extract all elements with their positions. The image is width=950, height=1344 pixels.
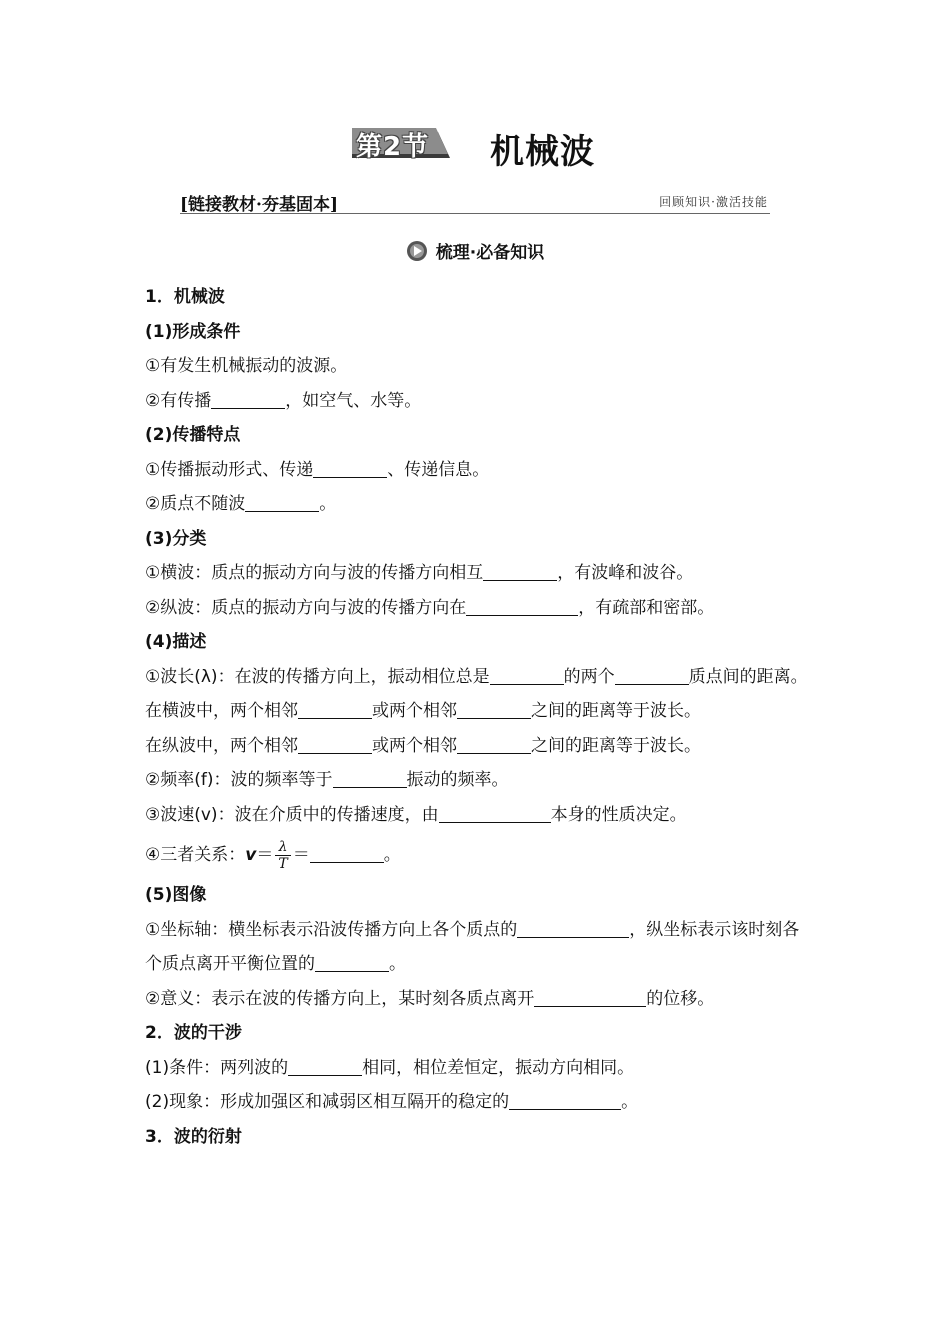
fill-blank	[457, 736, 531, 754]
section-number: 第2节	[356, 132, 430, 162]
formula-v: v	[245, 845, 257, 865]
document-body	[145, 280, 810, 1154]
formula-fraction: $\frac{\lambda}{T}$	[275, 839, 290, 872]
paragraph: ②意义：表示在波的传播方向上，某时刻各质点离开 的位移。	[145, 988, 715, 1009]
fill-blank	[457, 701, 531, 719]
section-tagline: 回顾知识·激活技能	[659, 195, 768, 209]
heading-interference: 2．波的干涉	[145, 1023, 242, 1043]
page-title: 机械波	[490, 132, 595, 172]
paragraph: ①波长(λ)：在波的传播方向上，振动相位总是 的两个 质点间的距离。	[145, 666, 808, 687]
fill-blank	[310, 845, 384, 863]
fill-blank	[517, 920, 629, 938]
fill-blank	[466, 598, 578, 616]
paragraph: (2)现象：形成加强区和减弱区相互隔开的稳定的 。	[145, 1092, 639, 1112]
paragraph: ①有发生机械振动的波源。	[145, 356, 348, 376]
formula-line: ④三者关系：v＝ $\frac{\lambda}{T}$ ＝ 。	[145, 838, 401, 872]
sub-heading-text: 梳理·必备知识	[435, 243, 545, 263]
paragraph: ②质点不随波 。	[145, 494, 337, 514]
fill-blank	[509, 1092, 621, 1110]
play-icon	[406, 240, 428, 262]
fill-blank	[490, 667, 564, 685]
fill-blank	[439, 805, 551, 823]
paragraph: ②频率(f)：波的频率等于 振动的频率。	[145, 770, 509, 790]
fill-blank	[333, 770, 407, 788]
heading-diffraction: 3．波的衍射	[145, 1126, 242, 1147]
subheading-graph: (5)图像	[145, 885, 207, 905]
fill-blank	[288, 1058, 362, 1076]
paragraph: ③波速(v)：波在介质中的传播速度，由 本身的性质决定。	[145, 804, 687, 825]
paragraph: (1)条件：两列波的 相同，相位差恒定，振动方向相同。	[145, 1057, 635, 1078]
paragraph: ②纵波：质点的振动方向与波的传播方向在 ，有疏部和密部。	[145, 597, 715, 618]
fill-blank	[298, 736, 372, 754]
fill-blank	[615, 667, 689, 685]
fill-blank	[298, 701, 372, 719]
fill-blank	[483, 563, 557, 581]
paragraph: 在横波中，两个相邻 或两个相邻 之间的距离等于波长。	[145, 701, 701, 721]
fill-blank	[245, 494, 319, 512]
heading-mechanical-wave: 1．机械波	[145, 287, 225, 307]
paragraph: 在纵波中，两个相邻 或两个相邻 之间的距离等于波长。	[145, 735, 701, 756]
subheading-propagation: (2)传播特点	[145, 425, 241, 445]
paragraph: ①坐标轴：横坐标表示沿波传播方向上各个质点的 ，纵坐标表示该时刻各个质点离开平衡位置的 。	[145, 919, 800, 974]
sub-heading	[0, 238, 950, 263]
paragraph: ②有传播 ，如空气、水等。	[145, 390, 422, 411]
fill-blank	[534, 989, 646, 1007]
subheading-formation: (1)形成条件	[145, 321, 241, 342]
section-bar	[180, 188, 770, 214]
fill-blank	[211, 391, 285, 409]
subheading-classification: (3)分类	[145, 528, 207, 549]
paragraph: ①横波：质点的振动方向与波的传播方向相互 ，有波峰和波谷。	[145, 563, 694, 583]
paragraph: ①传播振动形式、传递 、传递信息。	[145, 459, 490, 480]
fill-blank	[315, 954, 389, 972]
section-label: [链接教材·夯基固本]	[180, 195, 339, 215]
section-divider	[180, 213, 770, 214]
fill-blank	[313, 460, 387, 478]
subheading-description: (4)描述	[145, 632, 207, 652]
title-area	[0, 120, 950, 170]
